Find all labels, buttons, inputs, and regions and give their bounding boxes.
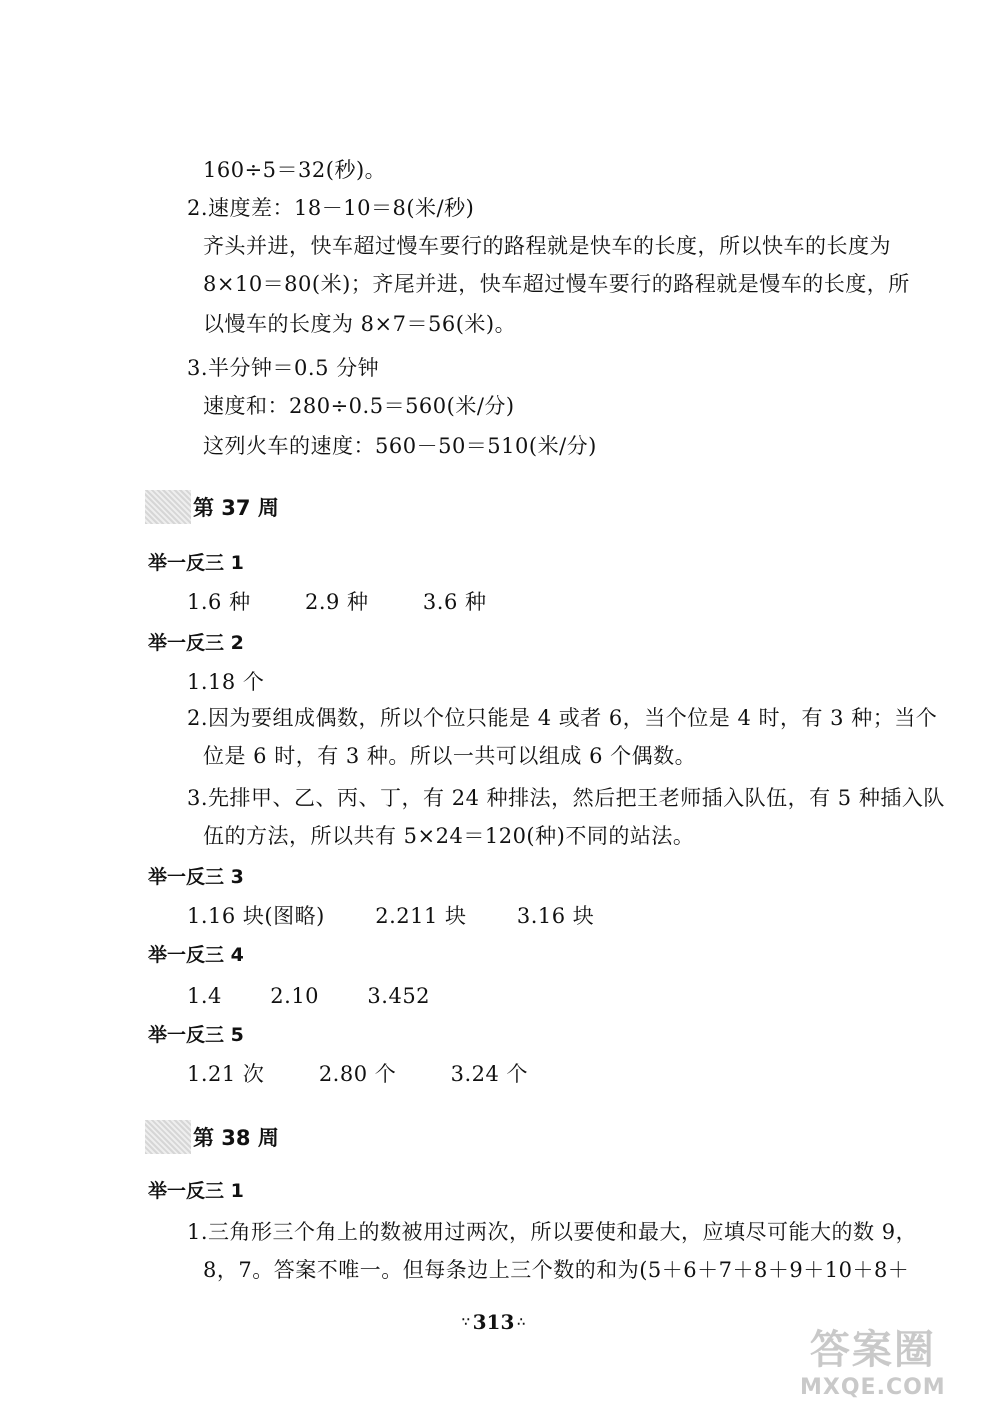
answer: 1.4	[187, 984, 222, 1008]
answer: 1.21 次	[187, 1062, 265, 1086]
answer: 3.6 种	[422, 590, 487, 614]
week-title: 第 37 周	[193, 496, 279, 520]
solution-line: 1.18 个	[187, 670, 265, 694]
solution-line: 2.因为要组成偶数，所以个位只能是 4 或者 6，当个位是 4 时，有 3 种；当个	[187, 706, 938, 730]
answer: 1.6 种	[187, 590, 251, 614]
answer-row	[187, 1060, 528, 1088]
page-number	[462, 1310, 525, 1334]
solution-line: 速度和：280÷0.5＝560(米/分)	[203, 394, 515, 418]
solution-line: 伍的方法，所以共有 5×24＝120(种)不同的站法。	[203, 824, 695, 848]
section-label: 举一反三 2	[148, 632, 244, 654]
solution-line: 8，7。答案不唯一。但每条边上三个数的和为(5＋6＋7＋8＋9＋10＋8＋	[203, 1258, 910, 1282]
solution-line: 1.三角形三个角上的数被用过两次，所以要使和最大，应填尽可能大的数 9，	[187, 1220, 918, 1244]
solution-line: 以慢车的长度为 8×7＝56(米)。	[203, 312, 517, 336]
page-number-text: 313	[472, 1310, 515, 1334]
answer: 3.24 个	[450, 1062, 529, 1086]
answer-row	[187, 902, 594, 930]
solution-line: 位是 6 时，有 3 种。所以一共可以组成 6 个偶数。	[203, 744, 697, 768]
dots-icon: ∴	[517, 1315, 526, 1329]
answer-row	[187, 588, 486, 616]
solution-line: 160÷5＝32(秒)。	[203, 158, 387, 182]
section-label: 举一反三 4	[148, 944, 244, 966]
answer: 3.452	[367, 984, 431, 1008]
answer: 1.16 块(图略)	[187, 904, 325, 928]
answer: 3.16 块	[516, 904, 595, 928]
section-label: 举一反三 1	[148, 1180, 244, 1202]
answer: 2.9 种	[304, 590, 369, 614]
solution-line: 2.速度差：18－10＝8(米/秒)	[187, 196, 475, 220]
solution-line: 8×10＝80(米)；齐尾并进，快车超过慢车要行的路程就是慢车的长度，所	[203, 272, 910, 296]
watermark-logo: 答案圈	[809, 1327, 936, 1373]
answer-row	[187, 982, 430, 1010]
watermark-url: MXQE.COM	[800, 1375, 946, 1400]
week-heading-37	[145, 490, 279, 524]
answer: 2.211 块	[375, 904, 467, 928]
week-heading-38	[145, 1120, 279, 1154]
section-label: 举一反三 1	[148, 552, 244, 574]
dots-icon: ∵	[462, 1315, 470, 1329]
heading-shade	[145, 1120, 191, 1154]
solution-line: 3.半分钟＝0.5 分钟	[187, 356, 380, 380]
watermark	[800, 1318, 946, 1400]
section-label: 举一反三 5	[148, 1024, 244, 1046]
week-title: 第 38 周	[193, 1126, 279, 1150]
solution-line: 齐头并进，快车超过慢车要行的路程就是快车的长度，所以快车的长度为	[203, 234, 891, 258]
answer: 2.80 个	[318, 1062, 397, 1086]
heading-shade	[145, 490, 191, 524]
solution-line: 3.先排甲、乙、丙、丁，有 24 种排法，然后把王老师插入队伍，有 5 种插入队	[187, 786, 945, 810]
solution-line: 这列火车的速度：560－50＝510(米/分)	[203, 434, 597, 458]
section-label: 举一反三 3	[148, 866, 244, 888]
answer: 2.10	[270, 984, 320, 1008]
